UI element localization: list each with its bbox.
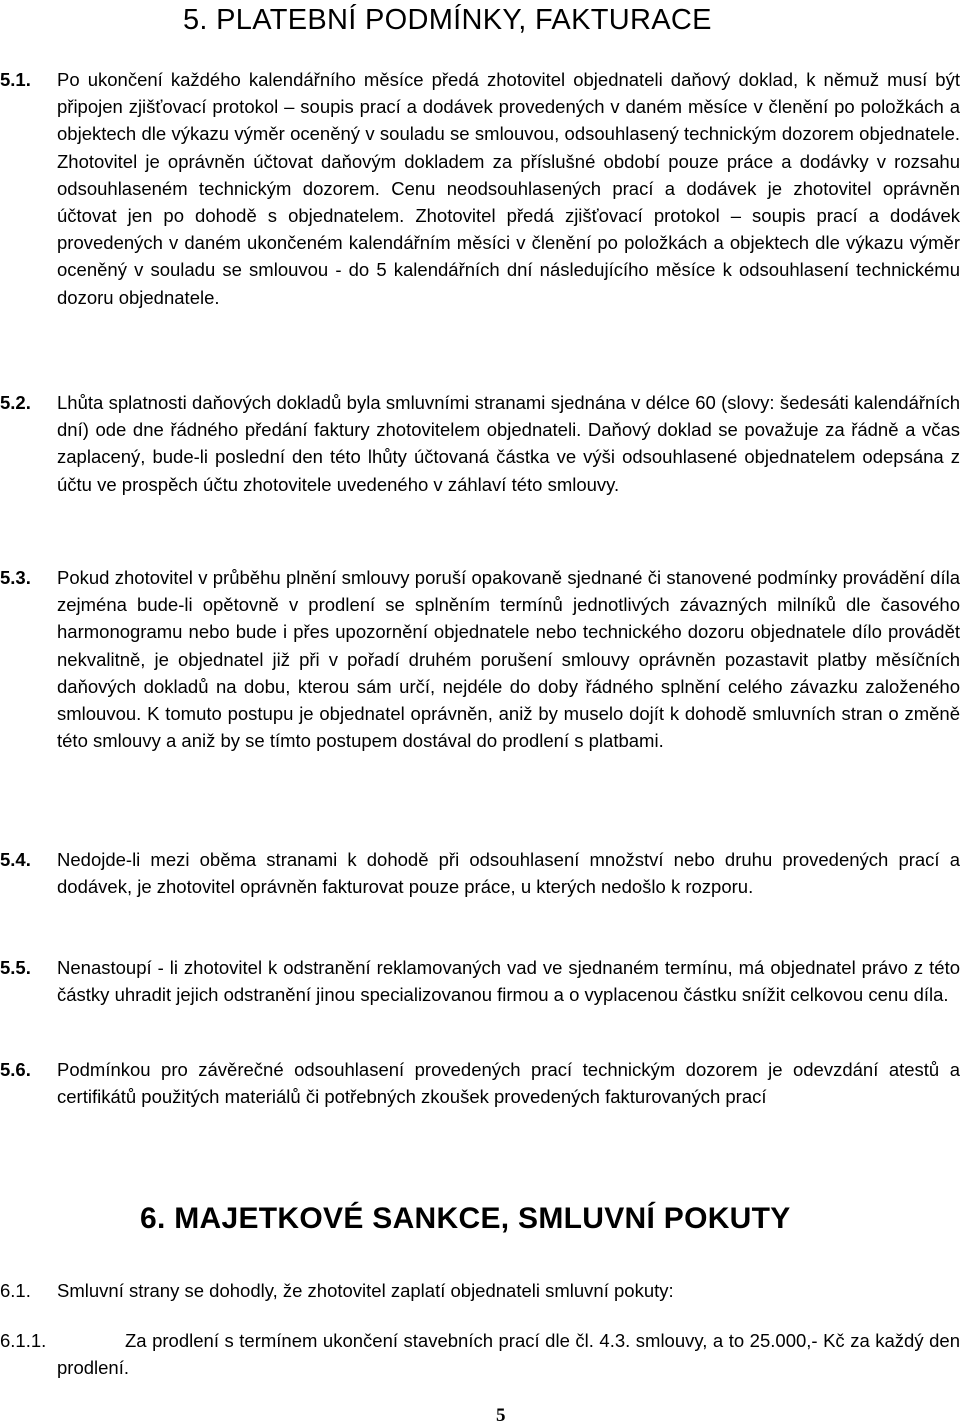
clause-5-1 xyxy=(0,66,960,311)
clause-text: Nenastoupí - li zhotovitel k odstranění reklamovaných vad ve sjednaném termínu, má objednatel právo z této částky uhradit jejich odstranění jinou specializovanou firmou a o vyplacenou částku snížit celkovou cenu díla. xyxy=(57,957,960,1006)
clause-text: Nedojde-li mezi oběma stranami k dohodě při odsouhlasení množství nebo druhu provedených prací a dodávek, je zhotovitel oprávněn fakturovat pouze práce, u kterých nedošlo k rozporu. xyxy=(57,849,960,898)
clause-number: 5.1. xyxy=(0,69,31,90)
clause-text: Smluvní strany se dohodly, že zhotovitel zaplatí objednateli smluvní pokuty: xyxy=(57,1280,674,1301)
clause-number: 5.5. xyxy=(0,957,31,978)
clause-6-1-1 xyxy=(0,1327,960,1381)
clause-5-4 xyxy=(0,846,960,900)
section-5-heading: 5. PLATEBNÍ PODMÍNKY, FAKTURACE xyxy=(183,4,712,36)
clause-number: 6.1.1. xyxy=(0,1330,47,1351)
clause-number: 5.4. xyxy=(0,849,31,870)
clause-5-6 xyxy=(0,1056,960,1110)
section-6-heading: 6. MAJETKOVÉ SANKCE, SMLUVNÍ POKUTY xyxy=(140,1202,791,1235)
clause-text: Pokud zhotovitel v průběhu plnění smlouvy poruší opakovaně sjednané či stanovené podmínky provádění díla zejména bude-li opětovně v prodlení se splněním termínů jednotlivých závazných milníků dle časového harmonogramu nebo bude i přes upozornění objednatele nebo technického dozoru objednatele dílo provádět nekvalitně, je objednatel již při v pořadí druhém porušení smlouvy oprávněn pozastavit platby měsíčních daňových dokladů na dobu, kterou sám určí, nejdéle do doby řádného splnění celého závazku založeného smlouvou. K tomuto postupu je objednatel oprávněn, aniž by muselo dojít k dohodě smluvních stran o změně této smlouvy a aniž by se tímto postupem dostával do prodlení s platbami. xyxy=(57,567,960,752)
clause-number: 5.6. xyxy=(0,1059,31,1080)
page-number: 5 xyxy=(496,1405,506,1426)
clause-number: 6.1. xyxy=(0,1280,31,1301)
clause-5-3 xyxy=(0,564,960,754)
clause-5-5 xyxy=(0,954,960,1008)
clause-text: Po ukončení každého kalendářního měsíce předá zhotovitel objednateli daňový doklad, k němuž musí být připojen zjišťovací protokol – soupis prací a dodávek provedených v daném měsíce v členění po položkách a objektech dle výkazu výměr oceněný v souladu se smlouvou, odsouhlasený technickým dozorem objednatele. Zhotovitel je oprávněn účtovat daňovým dokladem za příslušné období pouze práce a dodávky v rozsahu odsouhlaseném technickým dozorem. Cenu neodsouhlasených prací a dodávek je zhotovitel oprávněn účtovat jen po dohodě s objednatelem. Zhotovitel předá zjišťovací protokol – soupis prací a dodávek provedených v daném ukončeném kalendářním měsíci v členění po položkách a objektech dle výkazu výměr oceněný v souladu se smlouvou - do 5 kalendářních dní následujícího měsíce k odsouhlasení technickému dozoru objednatele. xyxy=(57,69,960,308)
clause-text: Lhůta splatnosti daňových dokladů byla smluvními stranami sjednána v délce 60 (slovy: šedesáti kalendářních dní) ode dne řádného předání faktury zhotovitelem objednateli. Daňový doklad se považuje za řádně a včas zaplacený, bude-li poslední den této lhůty účtovaná částka ve výši odsouhlasené objednatelem odepsána z účtu ve prospěch účtu zhotovitele uvedeného v záhlaví této smlouvy. xyxy=(57,392,960,495)
clause-text: Za prodlení s termínem ukončení stavebních prací dle čl. 4.3. smlouvy, a to 25.000,- Kč za každý den prodlení. xyxy=(57,1330,960,1379)
clause-text: Podmínkou pro závěrečné odsouhlasení provedených prací technickým dozorem je odevzdání atestů a certifikátů použitých materiálů či potřebných zkoušek provedených fakturovaných prací xyxy=(57,1059,960,1108)
clause-number: 5.3. xyxy=(0,567,31,588)
clause-5-2 xyxy=(0,389,960,498)
clause-6-1 xyxy=(0,1277,960,1304)
clause-number: 5.2. xyxy=(0,392,31,413)
